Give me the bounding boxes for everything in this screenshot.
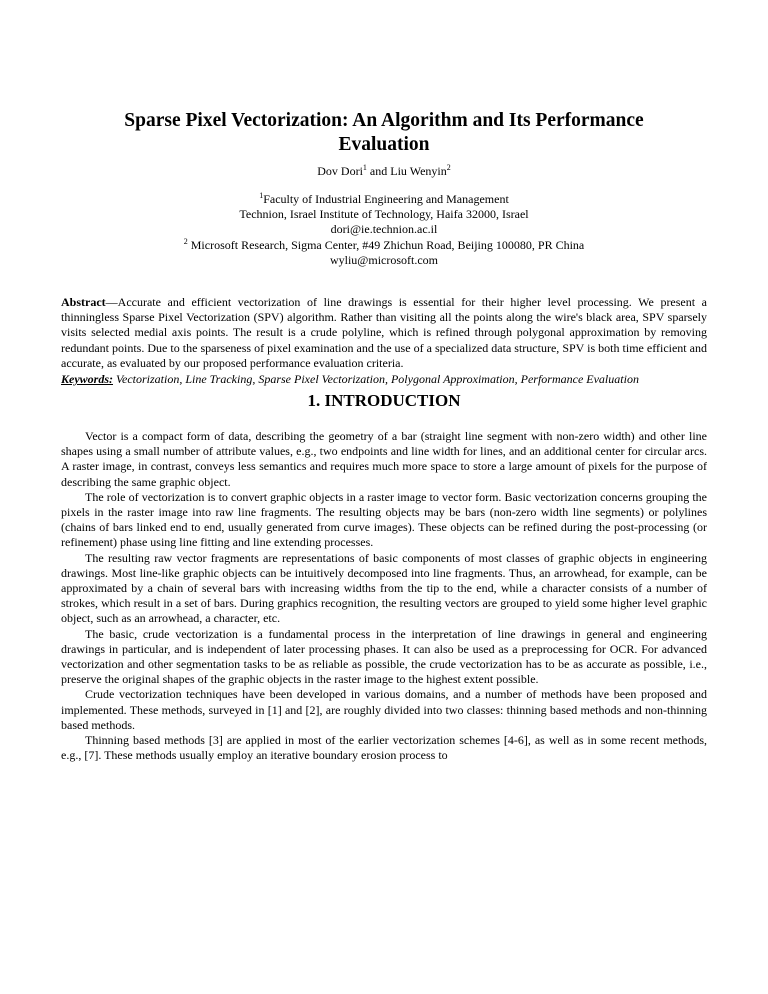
intro-paragraph-1: Vector is a compact form of data, describing the geometry of a bar (straight line segment with non-zero width) and other line shapes using a small number of attribute values, e.g., two endpoints and line width for lines, and an additional center for circular arcs. A raster image, in contrast, conveys less semantics and requires much more space to store a large amount of pixels for the purpose of describing the same graphic object. — [61, 429, 707, 489]
author-connector: and — [366, 164, 391, 178]
affiliation-1-name-line — [0, 192, 768, 207]
author-line — [0, 164, 768, 179]
affiliations — [0, 192, 768, 268]
affiliation-2-name: Microsoft Research, Sigma Center, #49 Zhichun Road, Beijing 100080, PR China — [187, 237, 585, 252]
affiliation-1-address: Technion, Israel Institute of Technology, Haifa 32000, Israel — [239, 207, 529, 222]
affiliation-1-name: Faculty of Industrial Engineering and Management — [263, 192, 509, 206]
affiliation-1-email: dori@ie.technion.ac.il — [330, 222, 438, 237]
abstract-text: —Accurate and efficient vectorization of line drawings is essential for their higher level processing. We present a thinningless Sparse Pixel Vectorization (SPV) algorithm. Rather than visiting all the points along the wire's black area, SPV sparsely visits selected medial axis points. The result is a crude polyline, which is refined through polygonal approximation by removing redundant points. Due to the sparseness of pixel examination and the use of a specialized data structure, SPV is both time efficient and accurate, as evaluated by our proposed performance evaluation criteria. — [61, 295, 707, 370]
abstract — [61, 295, 707, 371]
section-heading-introduction: 1. INTRODUCTION — [307, 391, 461, 410]
intro-paragraph-4: The basic, crude vectorization is a fundamental process in the interpretation of line drawings in general and engineering drawings in particular, and is independent of later processing phases. It can also be used as a preprocessing for OCR. For advanced vectorization and other segmentation tasks to be as reliable as possible, the crude vectorization has to be as accurate as possible, i.e., preserve the original shapes of the graphic objects in the raster image to the highest extent possible. — [61, 626, 707, 687]
author-1-superscript: 1 — [362, 163, 367, 172]
affiliation-2-line — [0, 238, 768, 253]
abstract-label: Abstract — [61, 295, 106, 309]
author-1-name: Dov Dori — [317, 164, 363, 178]
introduction-body — [61, 429, 707, 763]
author-2-name: Liu Wenyin — [390, 164, 447, 178]
affiliation-2-superscript: 2 — [183, 236, 188, 246]
keywords-label: Keywords: — [61, 372, 113, 386]
intro-paragraph-6: Thinning based methods [3] are applied in most of the earlier vectorization schemes [4-6], as well as in some recent methods, e.g., [7]. These methods usually employ an iterative boundary erosion process to — [61, 733, 707, 763]
author-2-superscript: 2 — [446, 163, 451, 172]
intro-paragraph-3: The resulting raw vector fragments are representations of basic components of most classes of graphic objects in engineering drawings. Most line-like graphic objects can be intuitively decomposed into line fragments. Thus, an arrowhead, for example, can be approximated by a chain of several bars with increasing widths from the tip to the end, while a character consists of a number of strokes, which result in a set of bars. During graphics recognition, the resulting vectors are grouped to yield some higher level graphic object, such as an arrowhead, a character, etc. — [61, 550, 707, 626]
keywords — [61, 372, 707, 387]
intro-paragraph-5: Crude vectorization techniques have been developed in various domains, and a number of methods have been proposed and implemented. These methods, surveyed in [1] and [2], are roughly divided into two classes: thinning based methods and non-thinning based methods. — [61, 687, 707, 732]
affiliation-1-superscript: 1 — [259, 191, 264, 200]
intro-paragraph-2: The role of vectorization is to convert graphic objects in a raster image to vector form. Basic vectorization concerns grouping the pixels in the raster image into raw line fragments. The resulting objects may be bars (non-zero width line segments) or polylines (chains of bars linked end to end, usually generated from curve images). These objects can be refined during the post-processing (or refinement) phase using line fitting and line extending processes. — [61, 489, 707, 550]
keywords-text: Vectorization, Line Tracking, Sparse Pixel Vectorization, Polygonal Approximation, Performance Evaluation — [113, 372, 639, 386]
paper-title: Sparse Pixel Vectorization: An Algorithm and Its Performance Evaluation — [124, 110, 644, 155]
affiliation-2-email: wyliu@microsoft.com — [329, 252, 439, 267]
